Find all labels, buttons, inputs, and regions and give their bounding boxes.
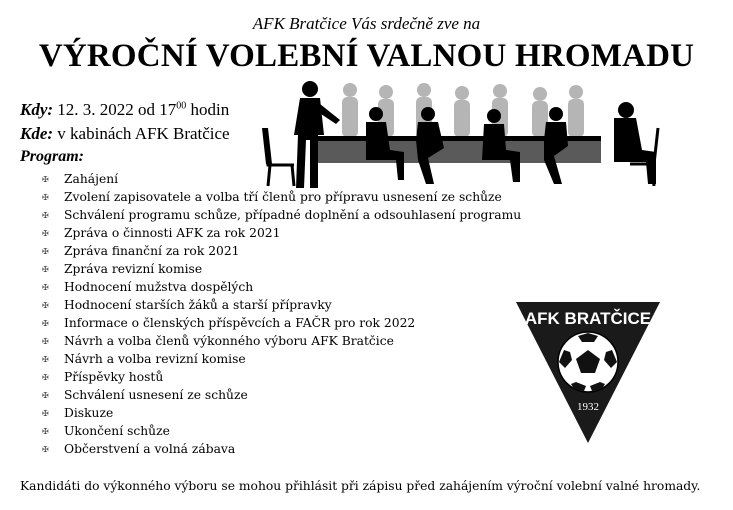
- agenda-item: ✠ Zahájení: [42, 170, 521, 188]
- place-value: v kabinách AFK Bratčice: [53, 124, 230, 143]
- bullet-icon: ✠: [42, 336, 49, 346]
- agenda-item: ✠ Hodnocení mužstva dospělých: [42, 278, 521, 296]
- time-minutes: 00: [176, 100, 187, 112]
- bullet-icon: ✠: [42, 444, 49, 454]
- bullet-icon: ✠: [42, 282, 49, 292]
- agenda-item: ✠ Zpráva o činnosti AFK za rok 2021: [42, 224, 521, 242]
- invitation-line: AFK Bratčice Vás srdečně zve na: [252, 14, 481, 33]
- agenda-item: ✠ Zpráva finanční za rok 2021: [42, 242, 521, 260]
- bullet-icon: ✠: [42, 192, 49, 202]
- time-date: 12. 3. 2022 od 17: [57, 100, 177, 119]
- agenda-item: ✠ Schválení programu schůze, případné doplnění a odsouhlasení programu: [42, 206, 521, 224]
- agenda-item: ✠ Zvolení zapisovatele a volba tří členů pro přípravu usnesení ze schůze: [42, 188, 521, 206]
- bullet-icon: ✠: [42, 408, 49, 418]
- bullet-icon: ✠: [42, 372, 49, 382]
- bullet-icon: ✠: [42, 390, 49, 400]
- agenda-item: ✠ Ukončení schůze: [42, 422, 521, 440]
- bullet-icon: ✠: [42, 246, 49, 256]
- bullet-icon: ✠: [42, 318, 49, 328]
- time-label: Kdy:: [20, 100, 54, 119]
- agenda-list: [42, 170, 521, 458]
- bullet-icon: ✠: [42, 300, 49, 310]
- agenda-item: ✠ Příspěvky hostů: [42, 368, 521, 386]
- bullet-icon: ✠: [42, 174, 49, 184]
- football-icon: [558, 332, 618, 392]
- bullet-icon: ✠: [42, 264, 49, 274]
- agenda-item: ✠ Informace o členských příspěvcích a FAČR pro rok 2022: [42, 314, 521, 332]
- agenda-item: ✠ Diskuze: [42, 404, 521, 422]
- program-label: Program:: [20, 148, 84, 165]
- bullet-icon: ✠: [42, 354, 49, 364]
- meeting-silhouette-illustration: [258, 80, 668, 190]
- bullet-icon: ✠: [42, 210, 49, 220]
- agenda-item: ✠ Zpráva revizní komise: [42, 260, 521, 278]
- agenda-item: ✠ Návrh a volba revizní komise: [42, 350, 521, 368]
- logo-name: AFK BRATČICE: [524, 309, 652, 328]
- logo-year: 1932: [577, 401, 599, 413]
- meeting-place: [20, 124, 230, 144]
- footer-note: Kandidáti do výkonného výboru se mohou přihlásit při zápisu před zahájením výroční volební valné hromady.: [20, 479, 701, 493]
- agenda-item: ✠ Občerstvení a volná zábava: [42, 440, 521, 458]
- agenda-item: ✠ Hodnocení starších žáků a starší přípravky: [42, 296, 521, 314]
- agenda-item: ✠ Schválení usnesení ze schůze: [42, 386, 521, 404]
- meeting-time: [20, 100, 229, 120]
- page-title: VÝROČNÍ VOLEBNÍ VALNOU HROMADU: [38, 38, 695, 74]
- bullet-icon: ✠: [42, 228, 49, 238]
- time-suffix: hodin: [186, 100, 230, 119]
- place-label: Kde:: [20, 124, 54, 143]
- agenda-item: ✠ Návrh a volba členů výkonného výboru AFK Bratčice: [42, 332, 521, 350]
- club-logo: [514, 300, 662, 445]
- bullet-icon: ✠: [42, 426, 49, 436]
- program-heading: [20, 148, 84, 166]
